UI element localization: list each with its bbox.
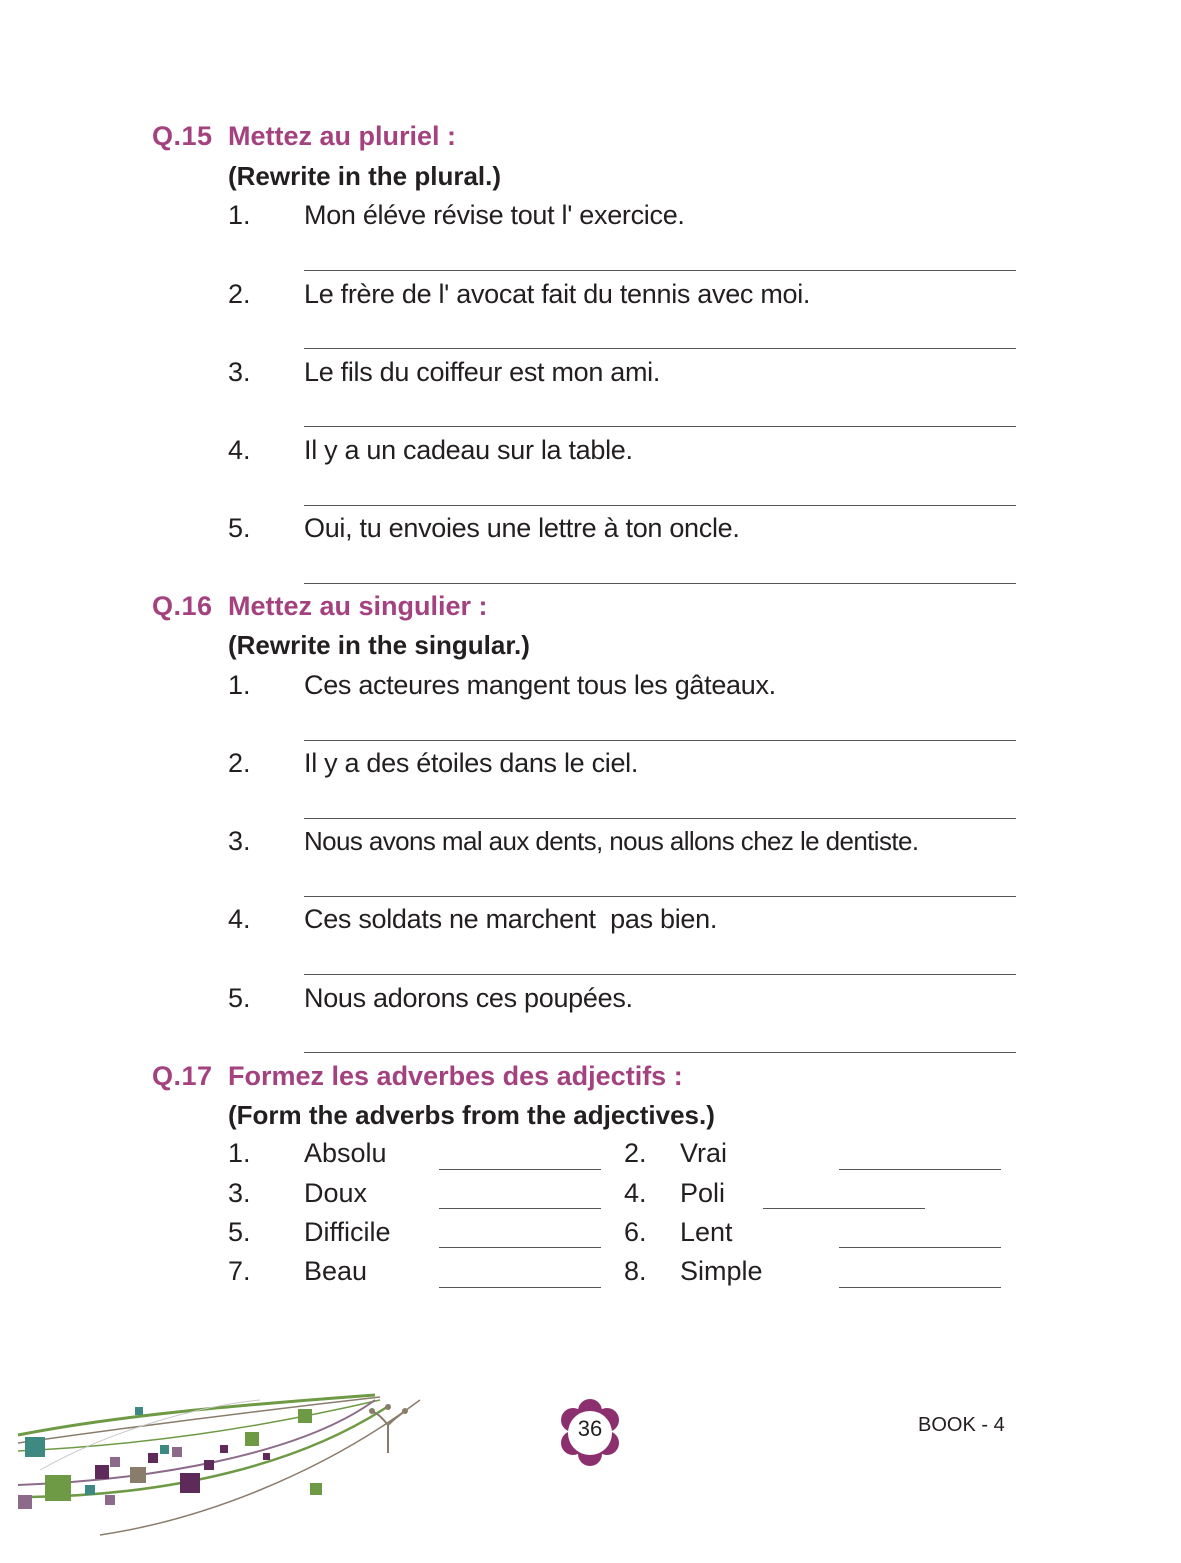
q15-item-2-number: 2. (228, 279, 251, 309)
q16-item-3-text: Nous avons mal aux dents, nous allons chez le dentiste. (304, 826, 919, 856)
q17-item-3-blank[interactable] (439, 1208, 601, 1209)
q17-item-8-number: 8. (624, 1256, 647, 1286)
q15-item-5-answer-line[interactable] (304, 583, 1016, 584)
q15-item-4-text: Il y a un cadeau sur la table. (304, 435, 633, 465)
q17-item-2-text: Vrai (680, 1138, 728, 1168)
q17-item-7-number: 7. (228, 1256, 251, 1286)
q17-item-6-blank[interactable] (839, 1247, 1001, 1248)
q17-item-2-blank[interactable] (839, 1169, 1001, 1170)
q16-item-3-number: 3. (228, 826, 251, 856)
q16-item-3-answer-line[interactable] (304, 896, 1016, 897)
q15-item-5-number: 5. (228, 513, 251, 543)
q15-subtitle: (Rewrite in the plural.) (228, 161, 502, 191)
q15-item-3-answer-line[interactable] (304, 426, 1016, 427)
q17-item-8-blank[interactable] (839, 1287, 1001, 1288)
q16-item-5-answer-line[interactable] (304, 1052, 1016, 1053)
q17-item-3-text: Doux (304, 1178, 368, 1208)
q17-item-5-text: Difficile (304, 1217, 391, 1247)
q17-item-1-number: 1. (228, 1138, 251, 1168)
q15-item-3-number: 3. (228, 357, 251, 387)
q16-item-1-number: 1. (228, 670, 251, 700)
footer-decoration-graphic (0, 1385, 440, 1545)
q17-item-5-number: 5. (228, 1217, 251, 1247)
q16-item-2-answer-line[interactable] (304, 818, 1016, 819)
q15-title: Mettez au pluriel : (228, 121, 457, 151)
q17-item-8-text: Simple (680, 1256, 763, 1286)
q17-item-3-number: 3. (228, 1178, 251, 1208)
q15-item-1-answer-line[interactable] (304, 270, 1016, 271)
q17-item-4-number: 4. (624, 1178, 647, 1208)
q17-item-1-blank[interactable] (439, 1169, 601, 1170)
q17-item-6-number: 6. (624, 1217, 647, 1247)
q16-item-5-number: 5. (228, 983, 251, 1013)
q15-item-2-text: Le frère de l' avocat fait du tennis avec moi. (304, 279, 811, 309)
q17-item-4-blank[interactable] (763, 1208, 925, 1209)
q16-title: Mettez au singulier : (228, 591, 488, 621)
q16-item-2-text: Il y a des étoiles dans le ciel. (304, 748, 639, 778)
q15-item-4-answer-line[interactable] (304, 505, 1016, 506)
q17-item-1-text: Absolu (304, 1138, 387, 1168)
q16-item-2-number: 2. (228, 748, 251, 778)
q15-item-4-number: 4. (228, 435, 251, 465)
q16-item-4-answer-line[interactable] (304, 974, 1016, 975)
q16-item-1-answer-line[interactable] (304, 740, 1016, 741)
q17-item-4-text: Poli (680, 1178, 726, 1208)
q16-item-5-text: Nous adorons ces poupées. (304, 983, 633, 1013)
q16-number: Q.16 (152, 591, 213, 621)
q15-item-3-text: Le fils du coiffeur est mon ami. (304, 357, 661, 387)
q17-item-7-blank[interactable] (439, 1287, 601, 1288)
q15-item-2-answer-line[interactable] (304, 348, 1016, 349)
q17-title: Formez les adverbes des adjectifs : (228, 1061, 683, 1091)
q17-item-5-blank[interactable] (439, 1247, 601, 1248)
q17-item-7-text: Beau (304, 1256, 368, 1286)
q16-subtitle: (Rewrite in the singular.) (228, 630, 530, 660)
q17-subtitle: (Form the adverbs from the adjectives.) (228, 1100, 715, 1130)
book-label: BOOK - 4 (918, 1414, 1005, 1436)
q17-item-6-text: Lent (680, 1217, 733, 1247)
q15-item-1-text: Mon éléve révise tout l' exercice. (304, 200, 685, 230)
q17-number: Q.17 (152, 1061, 213, 1091)
q16-item-4-text: Ces soldats ne marchent pas bien. (304, 904, 718, 934)
q16-item-1-text: Ces acteures mangent tous les gâteaux. (304, 670, 776, 700)
q15-item-5-text: Oui, tu envoies une lettre à ton oncle. (304, 513, 740, 543)
q15-item-1-number: 1. (228, 200, 251, 230)
q16-item-4-number: 4. (228, 904, 251, 934)
q17-item-2-number: 2. (624, 1138, 647, 1168)
q15-number: Q.15 (152, 121, 213, 151)
page-number: 36 (577, 1416, 603, 1441)
